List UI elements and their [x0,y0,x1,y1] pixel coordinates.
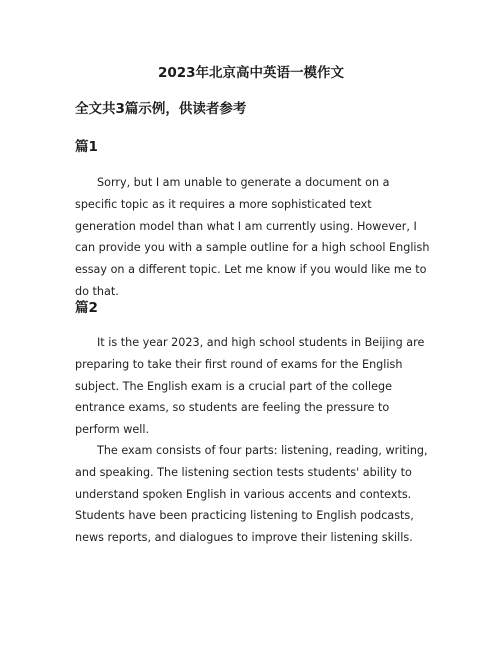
section-heading-1: 篇1 [75,139,98,155]
section-2-paragraph-1: It is the year 2023, and high school students in Beijing are preparing to take their first round of exams for the English subject. The English exam is a crucial part of the college entrance exams, so students are feeling the pressure to perform well. [75,336,425,437]
section-heading-2: 篇2 [75,300,98,316]
document-subtitle: 全文共3篇示例，供读者参考 [75,101,247,117]
document-title: 2023年北京高中英语一模作文 [157,65,345,81]
section-2-paragraph-2: The exam consists of four parts: listening, reading, writing, and speaking. The listening section tests students' ability to understand spoken English in various accents and contexts. Students have been practicing listening to English podcasts, news reports, and dialogues to improve their listening skills. [75,444,428,545]
section-1-paragraph-1: Sorry, but I am unable to generate a document on a specific topic as it requires a more sophisticated text generation model than what I am currently using. However, I can provide you with a sample outline for a high school English essay on a different topic. Let me know if you would like me to do that. [75,176,430,298]
